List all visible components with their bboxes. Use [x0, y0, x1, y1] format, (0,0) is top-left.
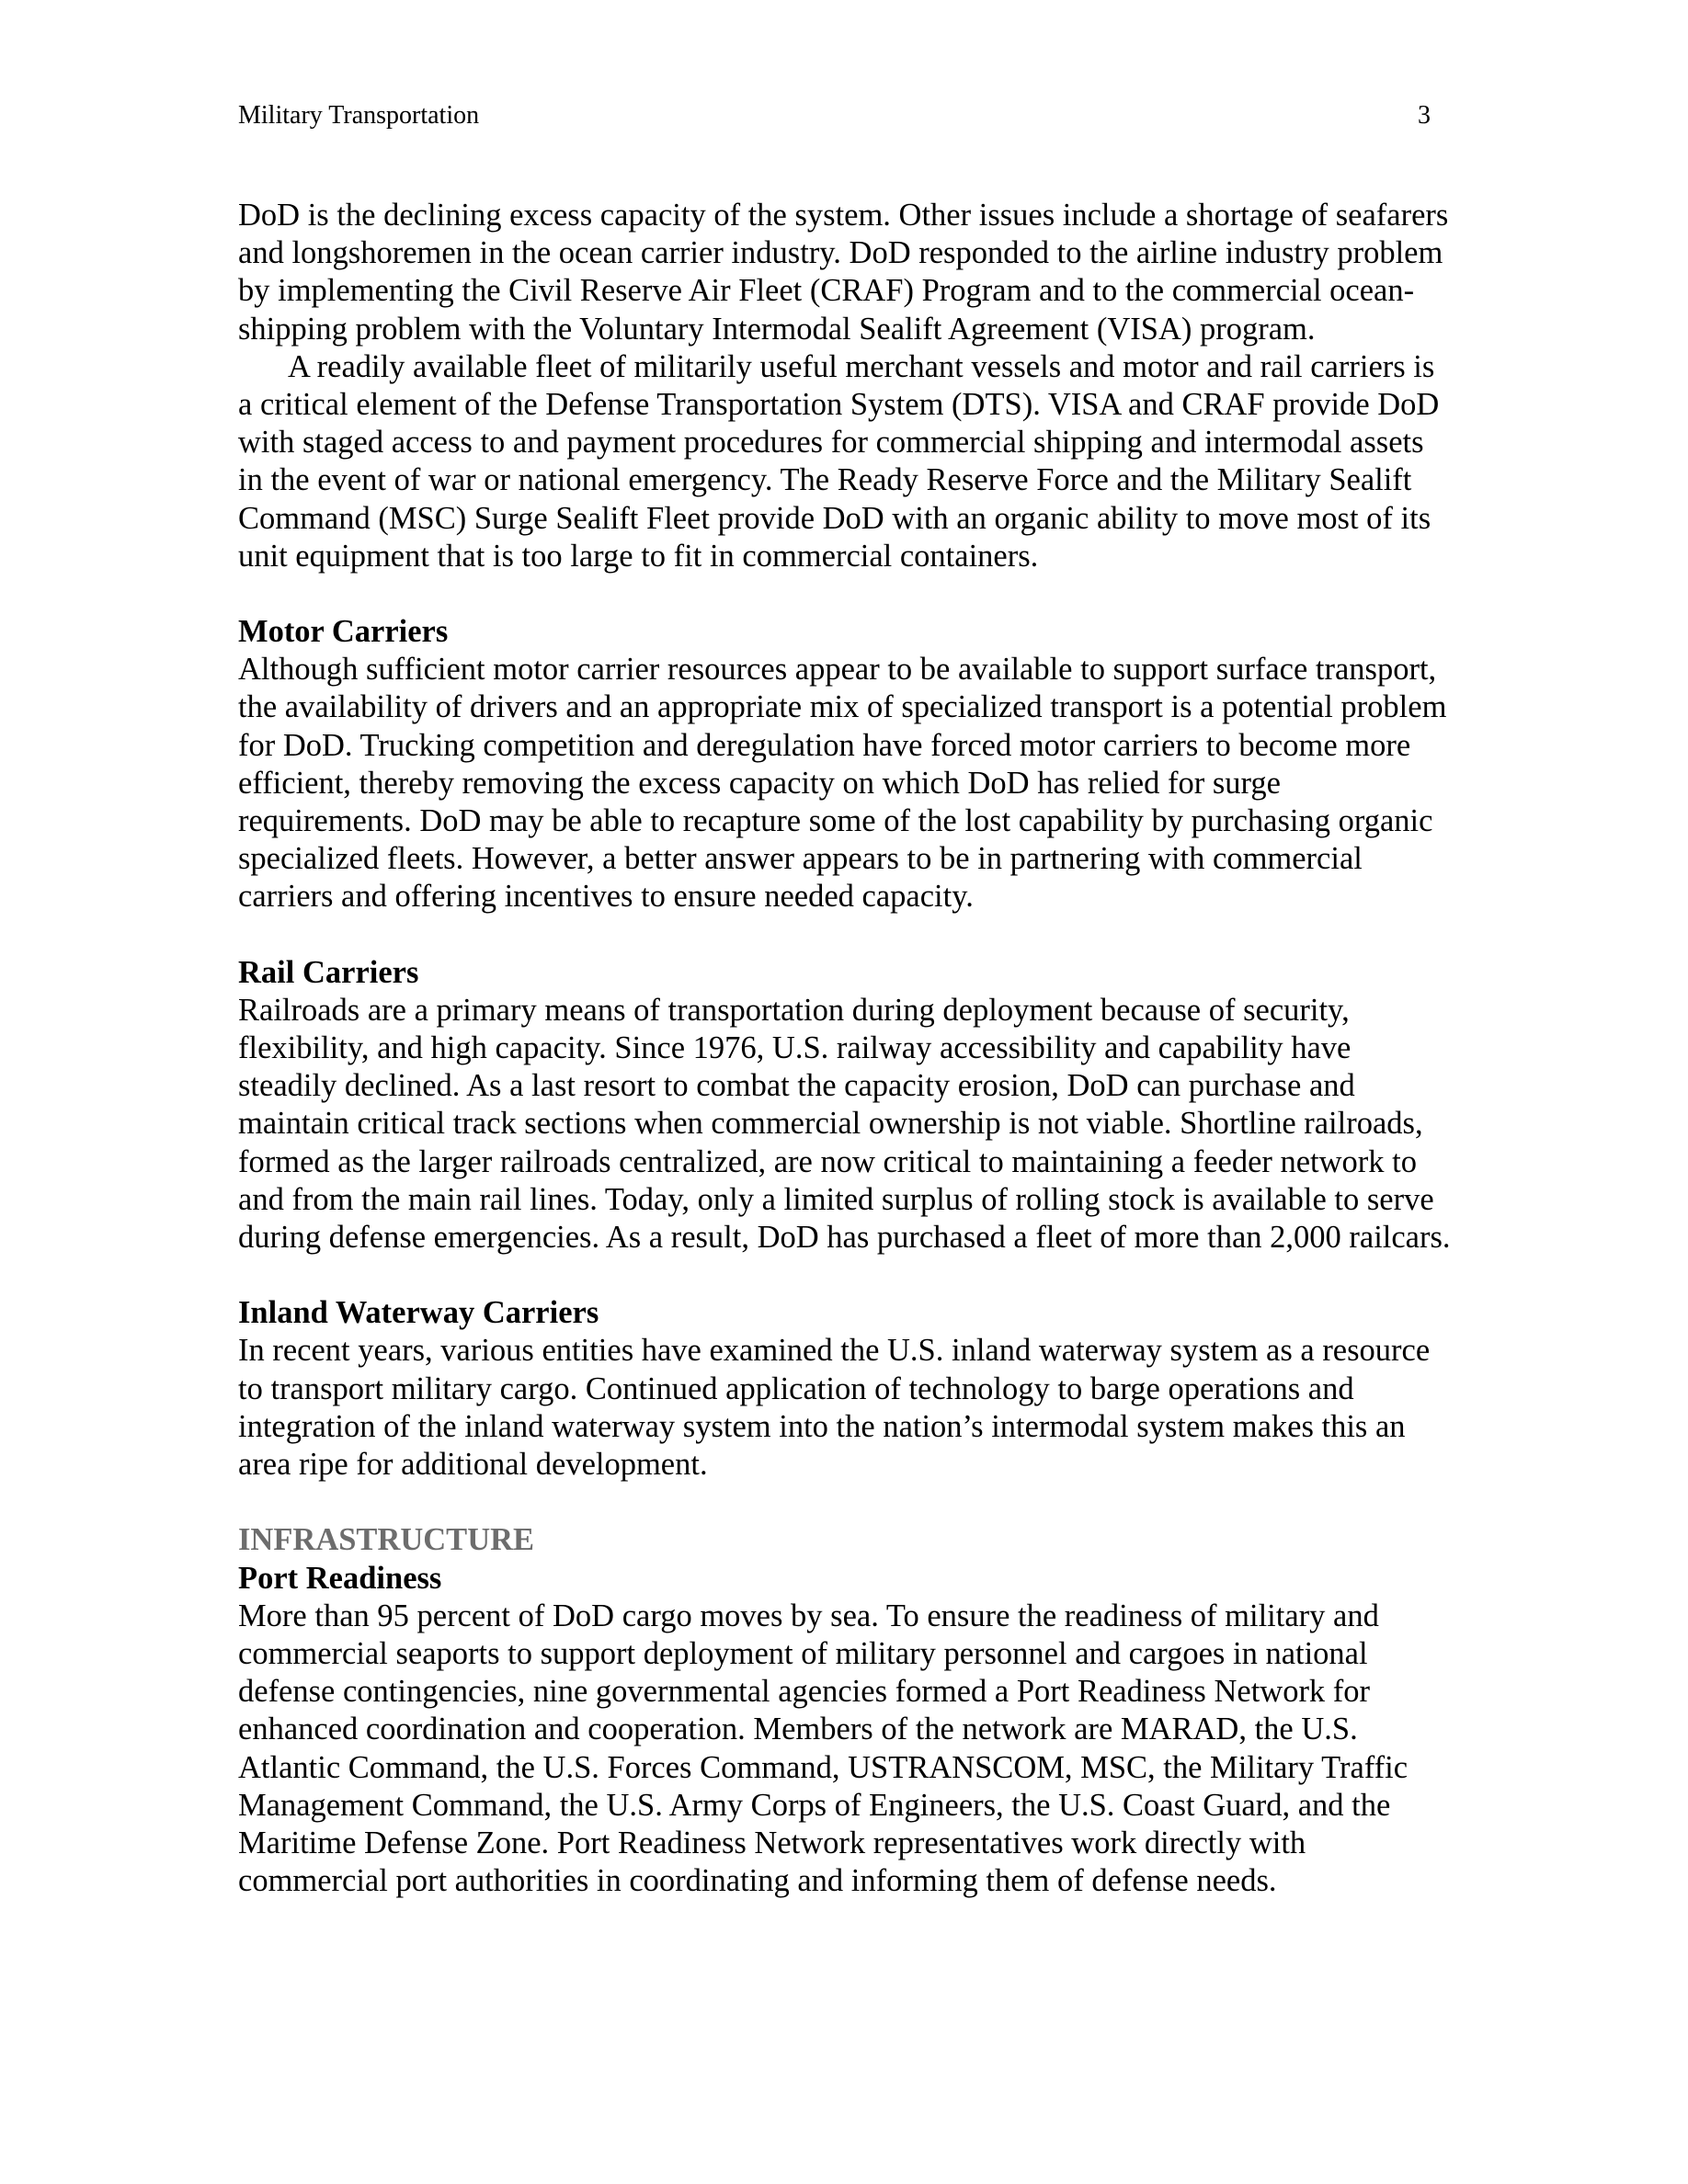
inland-waterway-paragraph: In recent years, various entities have examined the U.S. inland waterway system as a resource to transport military cargo. Continued application of technology to barge operations and integration of the inland waterway system into the nation’s intermodal system makes this an area ripe for additional development. [238, 1333, 1431, 1483]
rail-carriers-paragraph: Railroads are a primary means of transportation during deployment because of security, flexibility, and high capacity. Since 1976, U.S. railway accessibility and capability have steadily declined. As a last resort to combat the capacity erosion, DoD can purchase and maintain critical track sections when commercial ownership is not viable. Shortline railroads, formed as the larger railroads centralized, are now critical to maintaining a feeder network to and from the main rail lines. Today, only a limited surplus of rolling stock is available to serve during defense emergencies. As a result, DoD has purchased a fleet of more than 2,000 railcars. [238, 992, 1451, 1256]
infrastructure-section-heading: INFRASTRUCTURE [238, 1522, 535, 1558]
rail-carriers-heading: Rail Carriers [238, 954, 419, 990]
port-readiness-heading: Port Readiness [238, 1560, 442, 1596]
motor-carriers-paragraph: Although sufficient motor carrier resources appear to be available to support surface transport, the availability of drivers and an appropriate mix of specialized transport is a potential problem for DoD. Trucking competition and deregulation have forced motor carriers to become more efficient, thereby removing the excess capacity on which DoD has relied for surge requirements. DoD may be able to recapture some of the lost capability by purchasing organic specialized fleets. However, a better answer appears to be in partnering with commercial carriers and offering incentives to ensure needed capacity. [238, 652, 1447, 915]
paragraph-spacer [238, 1257, 1452, 1294]
inland-waterway-heading: Inland Waterway Carriers [238, 1295, 599, 1331]
paragraph-spacer [238, 575, 1452, 613]
intro-paragraph-2: A readily available fleet of militarily useful merchant vessels and motor and rail carriers is a critical element of the Defense Transportation System (DTS). VISA and CRAF provide DoD with staged access to and payment procedures for commercial shipping and intermodal assets in the event of war or national emergency. The Ready Reserve Force and the Military Sealift Command (MSC) Surge Sealift Fleet provide DoD with an organic ability to move most of its unit equipment that is too large to fit in commercial containers. [238, 348, 1440, 574]
port-readiness-paragraph: More than 95 percent of DoD cargo moves by sea. To ensure the readiness of military and commercial seaports to support deployment of military personnel and cargoes in national defense contingencies, nine governmental agencies formed a Port Readiness Network for enhanced coordination and cooperation. Members of the network are MARAD, the U.S. Atlantic Command, the U.S. Forces Command, USTRANSCOM, MSC, the Military Traffic Management Command, the U.S. Army Corps of Engineers, the U.S. Coast Guard, and the Maritime Defense Zone. Port Readiness Network representatives work directly with commercial port authorities in coordinating and informing them of defense needs. [238, 1598, 1409, 1899]
running-title: Military Transportation [238, 101, 480, 130]
paragraph-spacer [238, 1484, 1452, 1521]
paragraph-spacer [238, 916, 1452, 954]
motor-carriers-heading: Motor Carriers [238, 614, 449, 650]
intro-paragraph-1: DoD is the declining excess capacity of the system. Other issues include a shortage of seafarers and longshoremen in the ocean carrier industry. DoD responded to the airline industry problem by implementing the Civil Reserve Air Fleet (CRAF) Program and to the commercial ocean-shipping problem with the Voluntary Intermodal Sealift Agreement (VISA) program. [238, 198, 1449, 347]
page-number: 3 [1418, 101, 1431, 130]
running-header [238, 99, 1431, 132]
document-body [238, 197, 1452, 1900]
